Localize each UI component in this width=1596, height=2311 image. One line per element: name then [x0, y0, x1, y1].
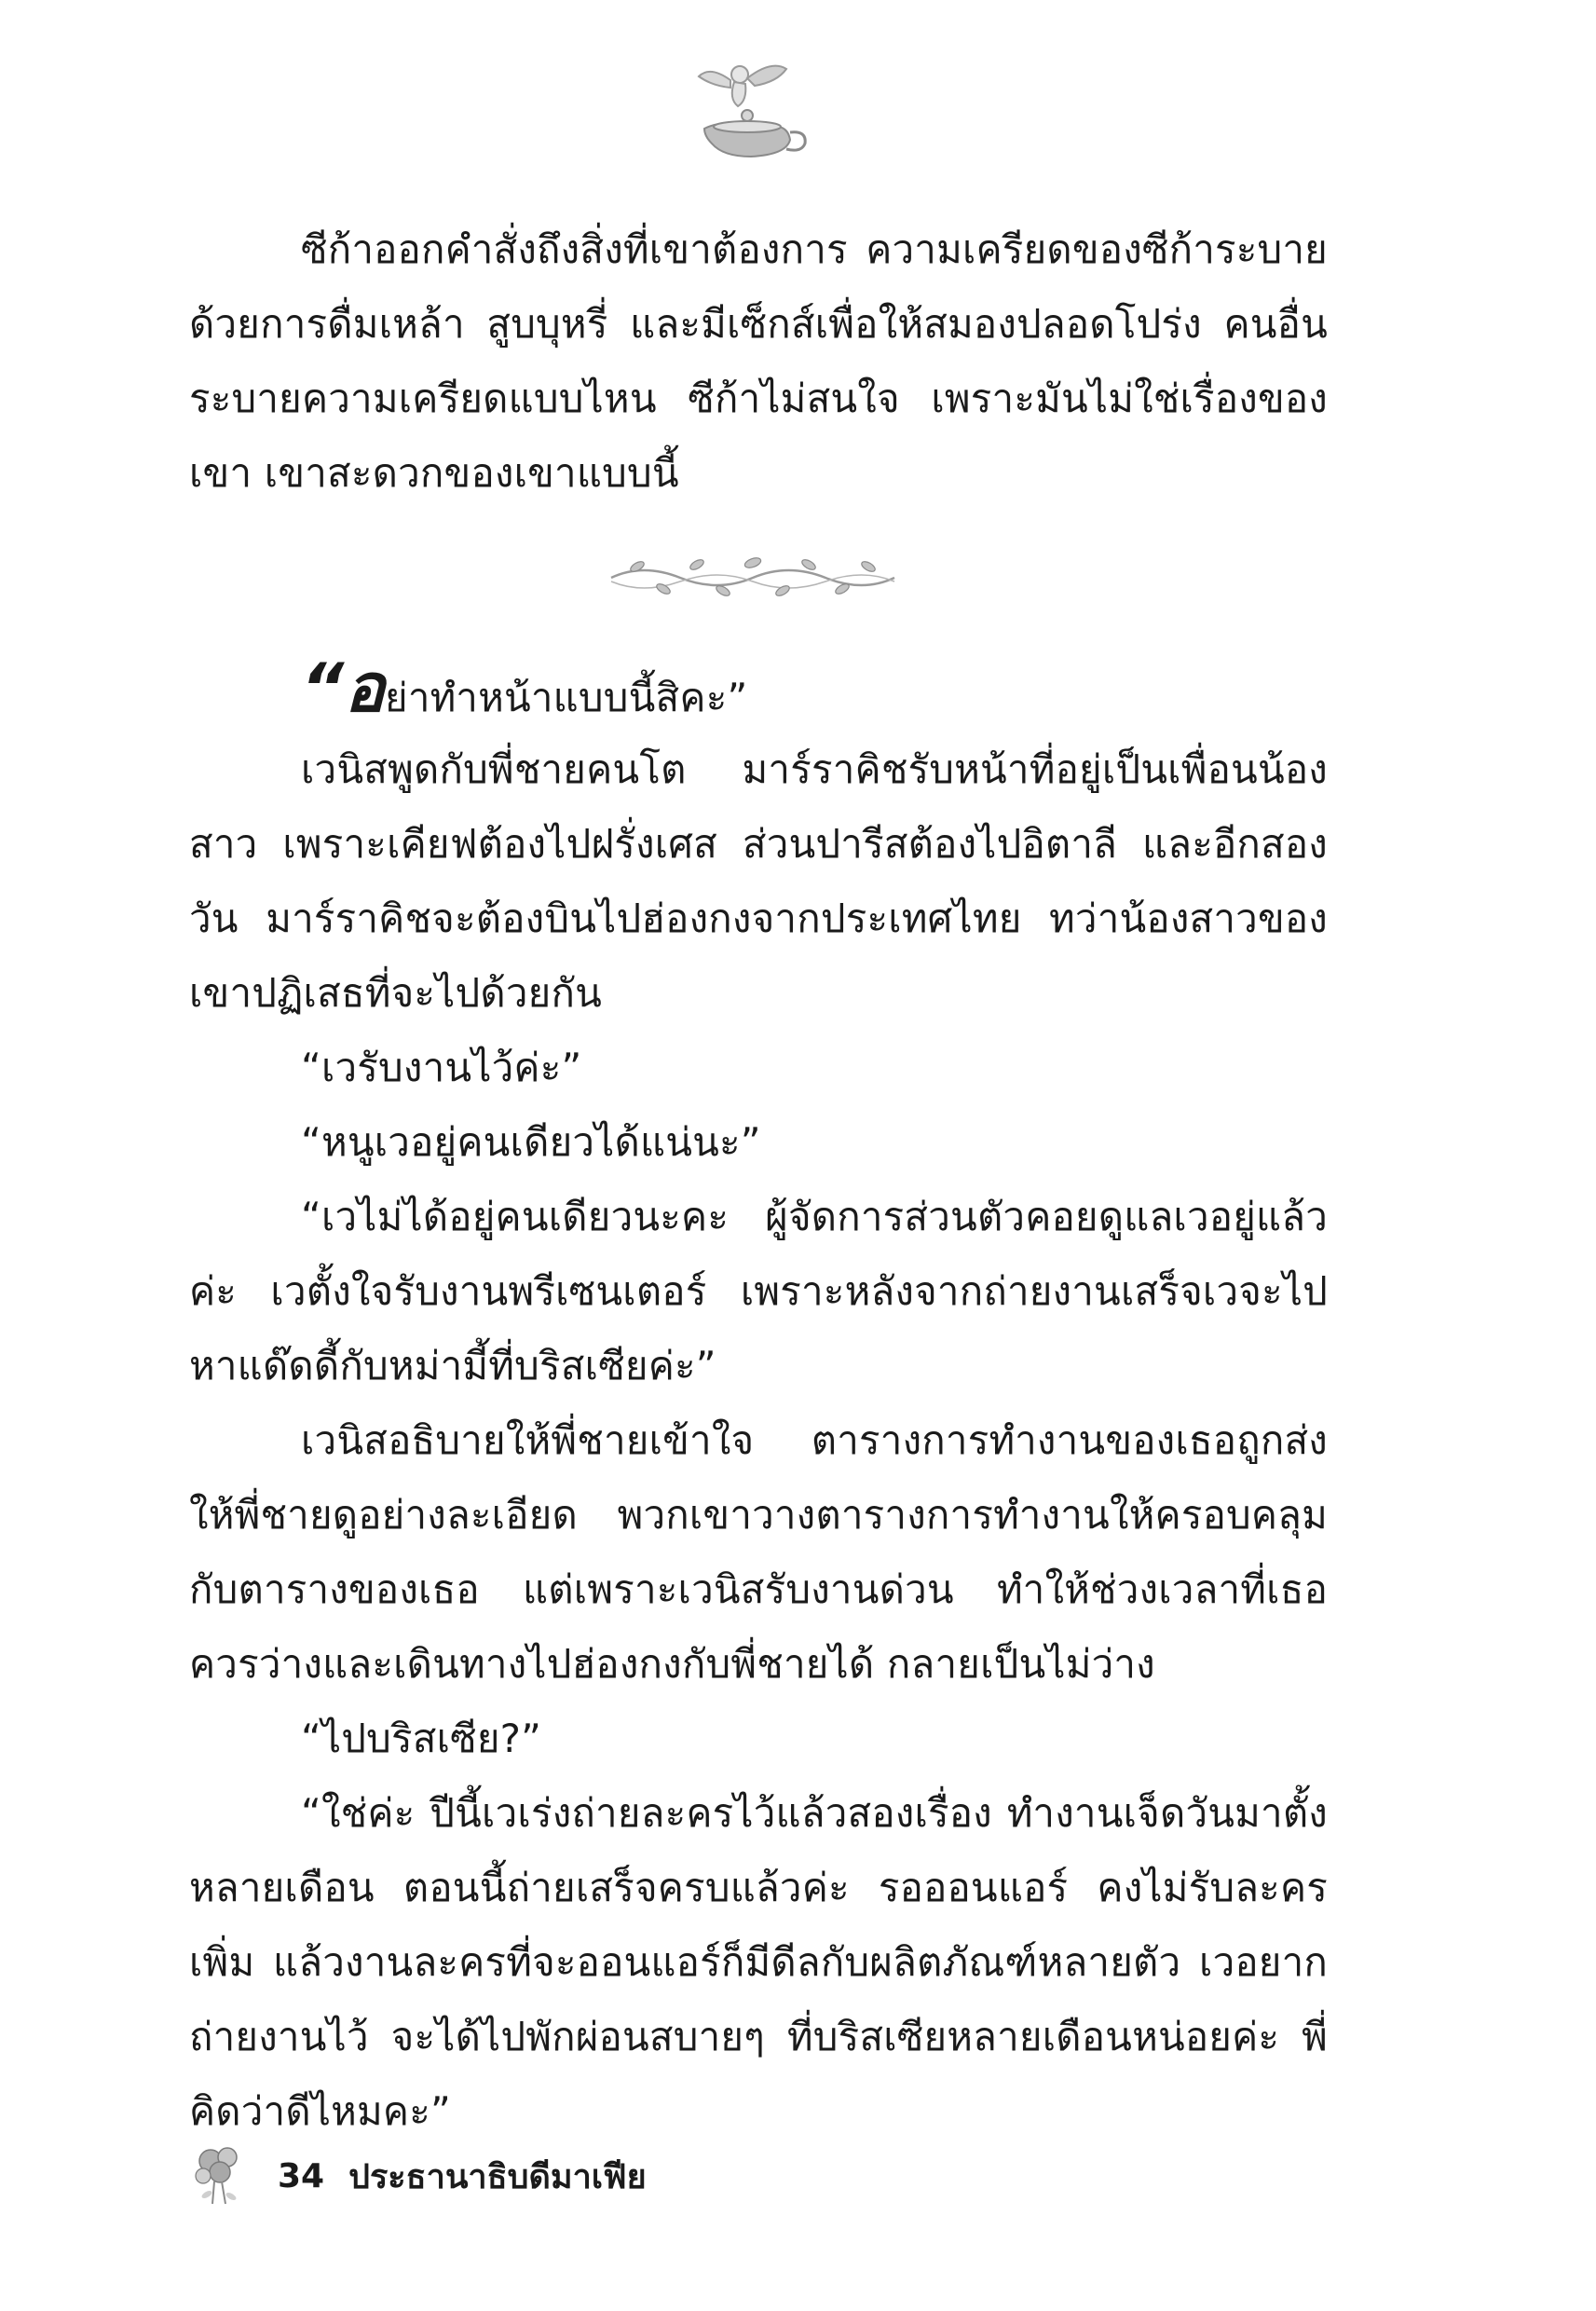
- paragraph: “ใช่ค่ะ ปีนี้เวเร่งถ่ายละครไว้แล้วสองเรื่อง ทำงานเจ็ดวันมาตั้งหลายเดือน ตอนนี้ถ่ายเสร็จครบแล้วค่ะ รอออนแอร์ คงไม่รับละครเพิ่ม แล้วงานละครที่จะออนแอร์ก็มีดีลกับผลิตภัณฑ์หลายตัว เวอยากถ่ายงานไว้ จะได้ไปพักผ่อนสบายๆ ที่บริสเซียหลายเดือนหน่อยค่ะ พี่คิดว่าดีไหมคะ”: [189, 1790, 1328, 2134]
- page-number: 34: [278, 2156, 325, 2195]
- vine-leaf-divider-icon: [606, 550, 900, 602]
- page-footer: [186, 2134, 647, 2218]
- section-one: [189, 212, 1328, 511]
- opening-line: [189, 643, 1328, 732]
- section-two: [189, 643, 1328, 2149]
- flower-bouquet-icon: [186, 2139, 252, 2213]
- drop-cap: “อ: [301, 649, 386, 727]
- paragraph: “เวไม่ได้อยู่คนเดียวนะคะ ผู้จัดการส่วนตัวคอยดูแลเวอยู่แล้วค่ะ เวตั้งใจรับงานพรีเซนเตอร์ เพราะหลังจากถ่ายงานเสร็จเวจะไปหาแด๊ดดี้กับหม่ามี้ที่บริสเซียค่ะ”: [189, 1194, 1328, 1388]
- paragraph: “ไปบริสเซีย?”: [301, 1716, 542, 1761]
- paragraph: ซีก้าออกคำสั่งถึงสิ่งที่เขาต้องการ ความเครียดของซีก้าระบายด้วยการดื่มเหล้า สูบบุหรี่ และมีเซ็กส์เพื่อให้สมองปลอดโปร่ง คนอื่นระบายความเครียดแบบไหน ซีก้าไม่สนใจ เพราะมันไม่ใช่เรื่องของเขา เขาสะดวกของเขาแบบนี้: [189, 226, 1328, 496]
- opening-line-text: ย่าทำหน้าแบบนี้สิคะ”: [385, 675, 748, 720]
- book-title: ประธานาธิบดีมาเฟีย: [348, 2157, 647, 2196]
- paragraph: เวนิสอธิบายให้พี่ชายเข้าใจ ตารางการทำงานของเธอถูกส่งให้พี่ชายดูอย่างละเอียด พวกเขาวางตารางการทำงานให้ครอบคลุมกับตารางของเธอ แต่เพราะเวนิสรับงานด่วน ทำให้ช่วงเวลาที่เธอควรว่างและเดินทางไปฮ่องกงกับพี่ชายได้ กลายเป็นไม่ว่าง: [189, 1417, 1328, 1687]
- cupid-on-teacup-icon: [686, 54, 816, 166]
- paragraph: เวนิสพูดกับพี่ชายคนโต มาร์ราคิชรับหน้าที่อยู่เป็นเพื่อนน้องสาว เพราะเคียฟต้องไปฝรั่งเศส ส่วนปารีสต้องไปอิตาลี และอีกสองวัน มาร์ราคิชจะต้องบินไปฮ่องกงจากประเทศไทย ทว่าน้องสาวของเขาปฏิเสธที่จะไปด้วยกัน: [189, 746, 1328, 1016]
- paragraph: “เวรับงานไว้ค่ะ”: [301, 1045, 582, 1090]
- paragraph: “หนูเวอยู่คนเดียวได้แน่นะ”: [301, 1119, 761, 1165]
